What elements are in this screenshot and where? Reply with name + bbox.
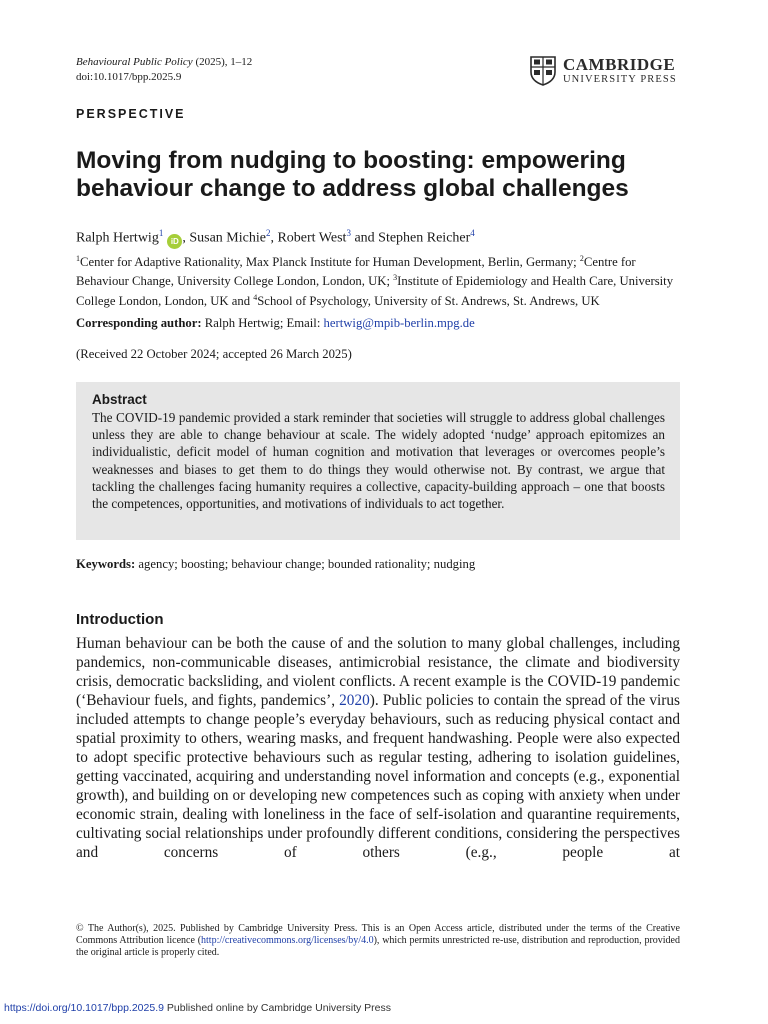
cambridge-logo[interactable] <box>530 56 682 88</box>
intro-paragraph-part: Human behaviour can be both the cause of and the solution to many global challenges, including pandemics, non-communicable diseases, antimicrobial resistance, the climate and biodiversity crisis, democratic backsliding, and violent conflicts. A recent example is the COVID-19 pandemic (‘Behaviour fuels, and fights, pandemics’, <box>76 635 680 709</box>
author-west[interactable]: Robert West <box>277 230 347 246</box>
journal-info <box>76 55 252 85</box>
affil-number: 2 <box>579 254 584 263</box>
introduction-heading: Introduction <box>76 611 164 628</box>
affil-text: Center for Adaptive Rationality, Max Planck Institute for Human Development, Berlin, Germany; <box>80 255 580 270</box>
affil-ref-2[interactable]: 2 <box>265 228 271 238</box>
article-title: Moving from nudging to boosting: empowering behaviour change to address global challenges <box>76 147 629 202</box>
author-reicher[interactable]: Stephen Reicher <box>378 230 471 246</box>
corresponding-label: Corresponding author: <box>76 316 202 330</box>
author-separator: and <box>350 230 379 246</box>
keywords <box>76 556 475 572</box>
license-text: ), which permits unrestricted re-use, distribution and reproduction, provided the original article is properly cited. <box>76 935 680 958</box>
keywords-label: Keywords: <box>76 557 136 571</box>
affil-text: Centre for Behaviour Change, University College London, London, UK; <box>76 255 636 289</box>
license-link[interactable]: http://creativecommons.org/licenses/by/4.0 <box>201 935 374 946</box>
affil-number: 3 <box>393 273 398 283</box>
email-link[interactable]: hertwig@mpib-berlin.mpg.de <box>323 316 475 330</box>
introduction-text <box>76 634 680 881</box>
author-separator: , <box>270 230 278 246</box>
affil-number: 1 <box>76 254 80 263</box>
journal-doi[interactable]: doi:10.1017/bpp.2025.9 <box>76 71 182 83</box>
affil-ref-1[interactable]: 1 <box>158 228 164 238</box>
license-text: © The Author(s), 2025. Published by Cambridge University Press. This is an Open Access article, distributed under the terms of the Creative Commons Attribution licence ( <box>76 923 680 946</box>
corresponding-text: Ralph Hertwig; Email: <box>201 316 324 330</box>
affil-text: School of Psychology, University of St. Andrews, St. Andrews, UK <box>257 294 600 309</box>
journal-name[interactable]: Behavioural Public Policy <box>76 56 193 68</box>
author-list <box>76 224 475 249</box>
journal-issue: (2025), 1–12 <box>192 56 253 68</box>
author-hertwig[interactable]: Ralph Hertwig <box>76 230 159 246</box>
orcid-icon[interactable]: iD <box>167 234 182 249</box>
keywords-text: agency; boosting; behaviour change; bounded rationality; nudging <box>135 557 476 571</box>
received-dates: (Received 22 October 2024; accepted 26 March 2025) <box>76 347 352 361</box>
license-notice <box>76 923 680 959</box>
doi-footer <box>4 1002 391 1014</box>
publisher-subname: UNIVERSITY PRESS <box>563 74 677 85</box>
affil-ref-3[interactable]: 3 <box>346 228 351 238</box>
citation-link[interactable]: 2020 <box>339 692 370 709</box>
intro-paragraph-part: ). Public policies to contain the spread of the virus included attempts to change people’s everyday behaviours, such as reducing physical contact and spatial proximity to others, wearing masks, and frequent handwashing. People were also expected to adopt specific protective behaviours such as regular testing, adhering to isolation guidelines, getting vaccinated, acquiring and understanding novel information and concepts (e.g., exponential growth), and building on or developing new competences such as coping with anxiety when under economic strain, dealing with loneliness in the face of self-isolation and quarantine requirements, cultivating social relationships under profoundly different conditions, considering the perspectives and concerns of others (e.g., people at <box>76 692 680 861</box>
doi-link[interactable]: https://doi.org/10.1017/bpp.2025.9 <box>4 1002 164 1014</box>
affil-text: Institute of Epidemiology and Health Care, University College London, London, UK and <box>76 274 674 309</box>
published-online-text: Published online by Cambridge University Press <box>163 1002 391 1014</box>
cambridge-crest-icon <box>530 56 556 86</box>
abstract-heading: Abstract <box>92 392 147 407</box>
abstract-text: The COVID-19 pandemic provided a stark reminder that societies will struggle to address global challenges unless they are able to change behaviour at scale. The widely adopted ‘nudge’ approach epitomizes an individualistic, deficit model of human cognition and motivation that leverages or overcomes people’s weaknesses and biases to get them to do things they would otherwise not. By contrast, we argue that tackling the challenges facing humanity requires a collective, capacity-building approach – one that boosts the competences, opportunities, and motivations of individuals to act together. <box>92 410 665 512</box>
affiliations <box>76 251 682 309</box>
author-separator: , <box>182 230 190 246</box>
affil-number: 4 <box>253 292 258 302</box>
affil-ref-4[interactable]: 4 <box>470 228 475 238</box>
author-michie[interactable]: Susan Michie <box>189 230 266 246</box>
abstract-box <box>76 382 680 540</box>
corresponding-author <box>76 315 475 331</box>
article-type: PERSPECTIVE <box>76 107 186 121</box>
publisher-name: CAMBRIDGE <box>563 55 676 74</box>
